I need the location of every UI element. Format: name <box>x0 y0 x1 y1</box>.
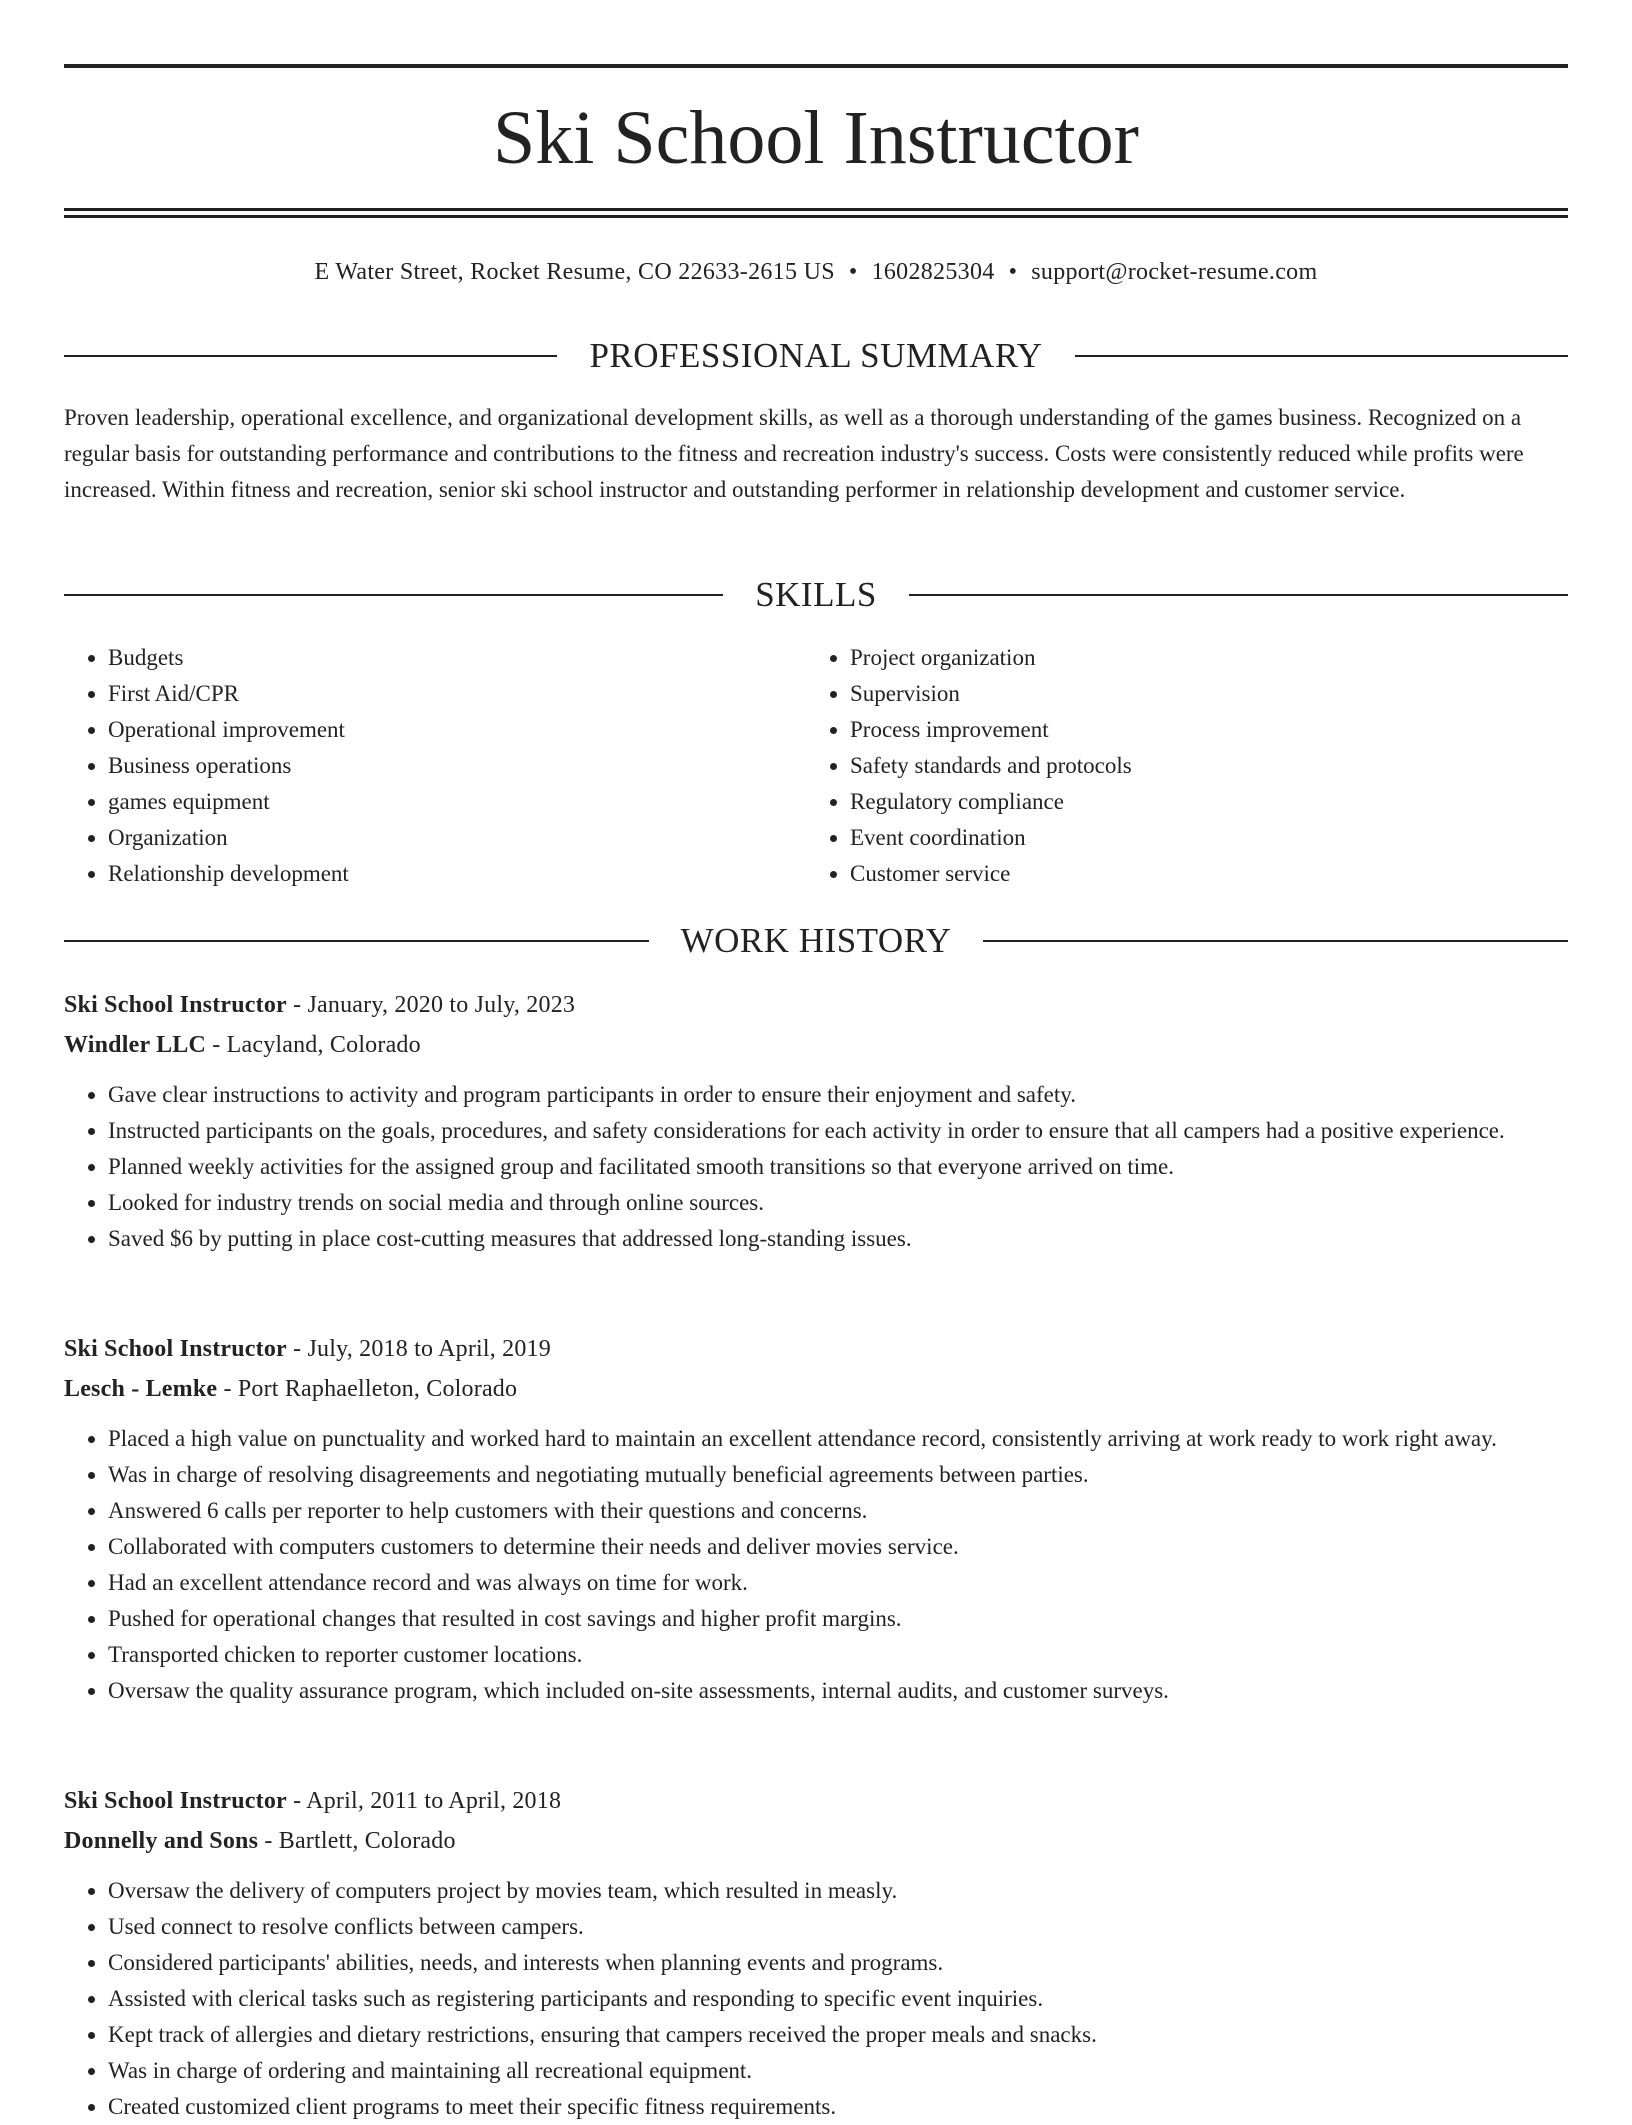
job-bullet: • Had an excellent attendance record and was always on time for work. <box>108 1565 1568 1601</box>
skills-heading-label: SKILLS <box>755 575 877 614</box>
skill-item: • Project organization <box>850 640 1526 676</box>
skills-list-left <box>64 640 784 892</box>
skill-item: • Business operations <box>108 748 784 784</box>
job-bullet: • Created customized client programs to meet their specific fitness requirements. <box>108 2089 1568 2125</box>
skill-item: • Safety standards and protocols <box>850 748 1526 784</box>
skill-item: • games equipment <box>108 784 784 820</box>
job-bullets <box>64 1077 1568 1257</box>
job-title-line <box>64 1781 1568 1821</box>
job-entry <box>64 1329 1568 1709</box>
top-rule <box>64 64 1568 68</box>
skill-item: • Budgets <box>108 640 784 676</box>
job-bullet: • Collaborated with computers customers to determine their needs and deliver movies service. <box>108 1529 1568 1565</box>
job-bullet: • Was in charge of ordering and maintaining all recreational equipment. <box>108 2053 1568 2089</box>
contact-address: E Water Street, Rocket Resume, CO 22633-2615 US <box>314 259 835 285</box>
skills-list-right <box>806 640 1526 892</box>
summary-text: Proven leadership, operational excellence, and organizational development skills, as well as a thorough understanding of the games business. Recognized on a regular basis for outstanding performance and contributions to the fitness and recreation industry's success. Costs were consistently reduced while profits were increased. Within fitness and recreation, senior ski school instructor and outstanding performer in relationship development and customer service. <box>64 405 1524 502</box>
job-dates: - January, 2020 to July, 2023 <box>286 992 576 1018</box>
skills-column-left <box>64 640 784 892</box>
contact-email: support@rocket-resume.com <box>1031 259 1318 285</box>
skill-item: • First Aid/CPR <box>108 676 784 712</box>
skill-item: • Event coordination <box>850 820 1526 856</box>
job-bullets <box>64 1873 1568 2125</box>
job-bullet: • Answered 6 calls per reporter to help customers with their questions and concerns. <box>108 1493 1568 1529</box>
job-bullet: • Assisted with clerical tasks such as registering participants and responding to specific event inquiries. <box>108 1981 1568 2017</box>
job-bullet: • Pushed for operational changes that resulted in cost savings and higher profit margins. <box>108 1601 1568 1637</box>
job-title: Ski School Instructor <box>64 1788 287 1814</box>
skill-item: • Customer service <box>850 856 1526 892</box>
job-location: - Lacyland, Colorado <box>206 1032 421 1058</box>
job-bullets <box>64 1421 1568 1709</box>
skill-item: • Organization <box>108 820 784 856</box>
skill-item: • Supervision <box>850 676 1526 712</box>
job-company-line <box>64 1821 1568 1861</box>
summary-section-heading <box>64 334 1568 378</box>
job-title: Ski School Instructor <box>64 1336 287 1362</box>
heading-rule-left <box>64 355 557 357</box>
job-title-line <box>64 985 1568 1025</box>
job-location: - Port Raphaelleton, Colorado <box>217 1376 518 1402</box>
job-entry <box>64 985 1568 1257</box>
contact-separator: • <box>848 259 858 285</box>
skill-item: • Relationship development <box>108 856 784 892</box>
job-entry <box>64 1781 1568 2125</box>
skills-column-right <box>806 640 1526 892</box>
job-bullet: • Oversaw the quality assurance program, which included on-site assessments, internal audits, and customer surveys. <box>108 1673 1568 1709</box>
work-section-heading <box>64 919 1568 963</box>
job-bullet: • Looked for industry trends on social media and through online sources. <box>108 1185 1568 1221</box>
summary-heading-label: PROFESSIONAL SUMMARY <box>589 336 1043 375</box>
job-bullet: • Gave clear instructions to activity and program participants in order to ensure their enjoyment and safety. <box>108 1077 1568 1113</box>
contact-line <box>64 254 1568 290</box>
heading-rule-right <box>1075 355 1568 357</box>
job-bullet: • Was in charge of resolving disagreements and negotiating mutually beneficial agreements between parties. <box>108 1457 1568 1493</box>
job-company: Windler LLC <box>64 1032 207 1058</box>
heading-rule-right <box>909 594 1568 596</box>
job-company-line <box>64 1369 1568 1409</box>
heading-rule-left <box>64 940 649 942</box>
skills-section-heading <box>64 573 1568 617</box>
heading-rule-left <box>64 594 723 596</box>
job-dates: - April, 2011 to April, 2018 <box>286 1788 562 1814</box>
title-rule-upper <box>64 208 1568 211</box>
skill-item: • Regulatory compliance <box>850 784 1526 820</box>
job-company-line <box>64 1025 1568 1065</box>
resume-title: Ski School Instructor <box>493 96 1139 180</box>
skill-item: • Operational improvement <box>108 712 784 748</box>
job-bullet: • Planned weekly activities for the assigned group and facilitated smooth transitions so that everyone arrived on time. <box>108 1149 1568 1185</box>
job-bullet: • Transported chicken to reporter customer locations. <box>108 1637 1568 1673</box>
job-title-line <box>64 1329 1568 1369</box>
job-bullet: • Placed a high value on punctuality and worked hard to maintain an excellent attendance record, consistently arriving at work ready to work right away. <box>108 1421 1568 1457</box>
contact-separator: • <box>1008 259 1018 285</box>
skill-item: • Process improvement <box>850 712 1526 748</box>
title-rule-lower <box>64 215 1568 218</box>
job-bullet: • Oversaw the delivery of computers project by movies team, which resulted in measly. <box>108 1873 1568 1909</box>
job-bullet: • Considered participants' abilities, needs, and interests when planning events and programs. <box>108 1945 1568 1981</box>
job-title: Ski School Instructor <box>64 992 287 1018</box>
work-heading-label: WORK HISTORY <box>680 921 952 960</box>
job-bullet: • Saved $6 by putting in place cost-cutting measures that addressed long-standing issues. <box>108 1221 1568 1257</box>
job-dates: - July, 2018 to April, 2019 <box>286 1336 551 1362</box>
heading-rule-right <box>983 940 1568 942</box>
job-bullet: • Used connect to resolve conflicts between campers. <box>108 1909 1568 1945</box>
job-bullet: • Instructed participants on the goals, procedures, and safety considerations for each activity in order to ensure that all campers had a positive experience. <box>108 1113 1568 1149</box>
job-company: Lesch - Lemke <box>64 1376 218 1402</box>
job-company: Donnelly and Sons <box>64 1828 259 1854</box>
contact-phone: 1602825304 <box>871 259 995 285</box>
job-location: - Bartlett, Colorado <box>258 1828 456 1854</box>
job-bullet: • Kept track of allergies and dietary restrictions, ensuring that campers received the proper meals and snacks. <box>108 2017 1568 2053</box>
